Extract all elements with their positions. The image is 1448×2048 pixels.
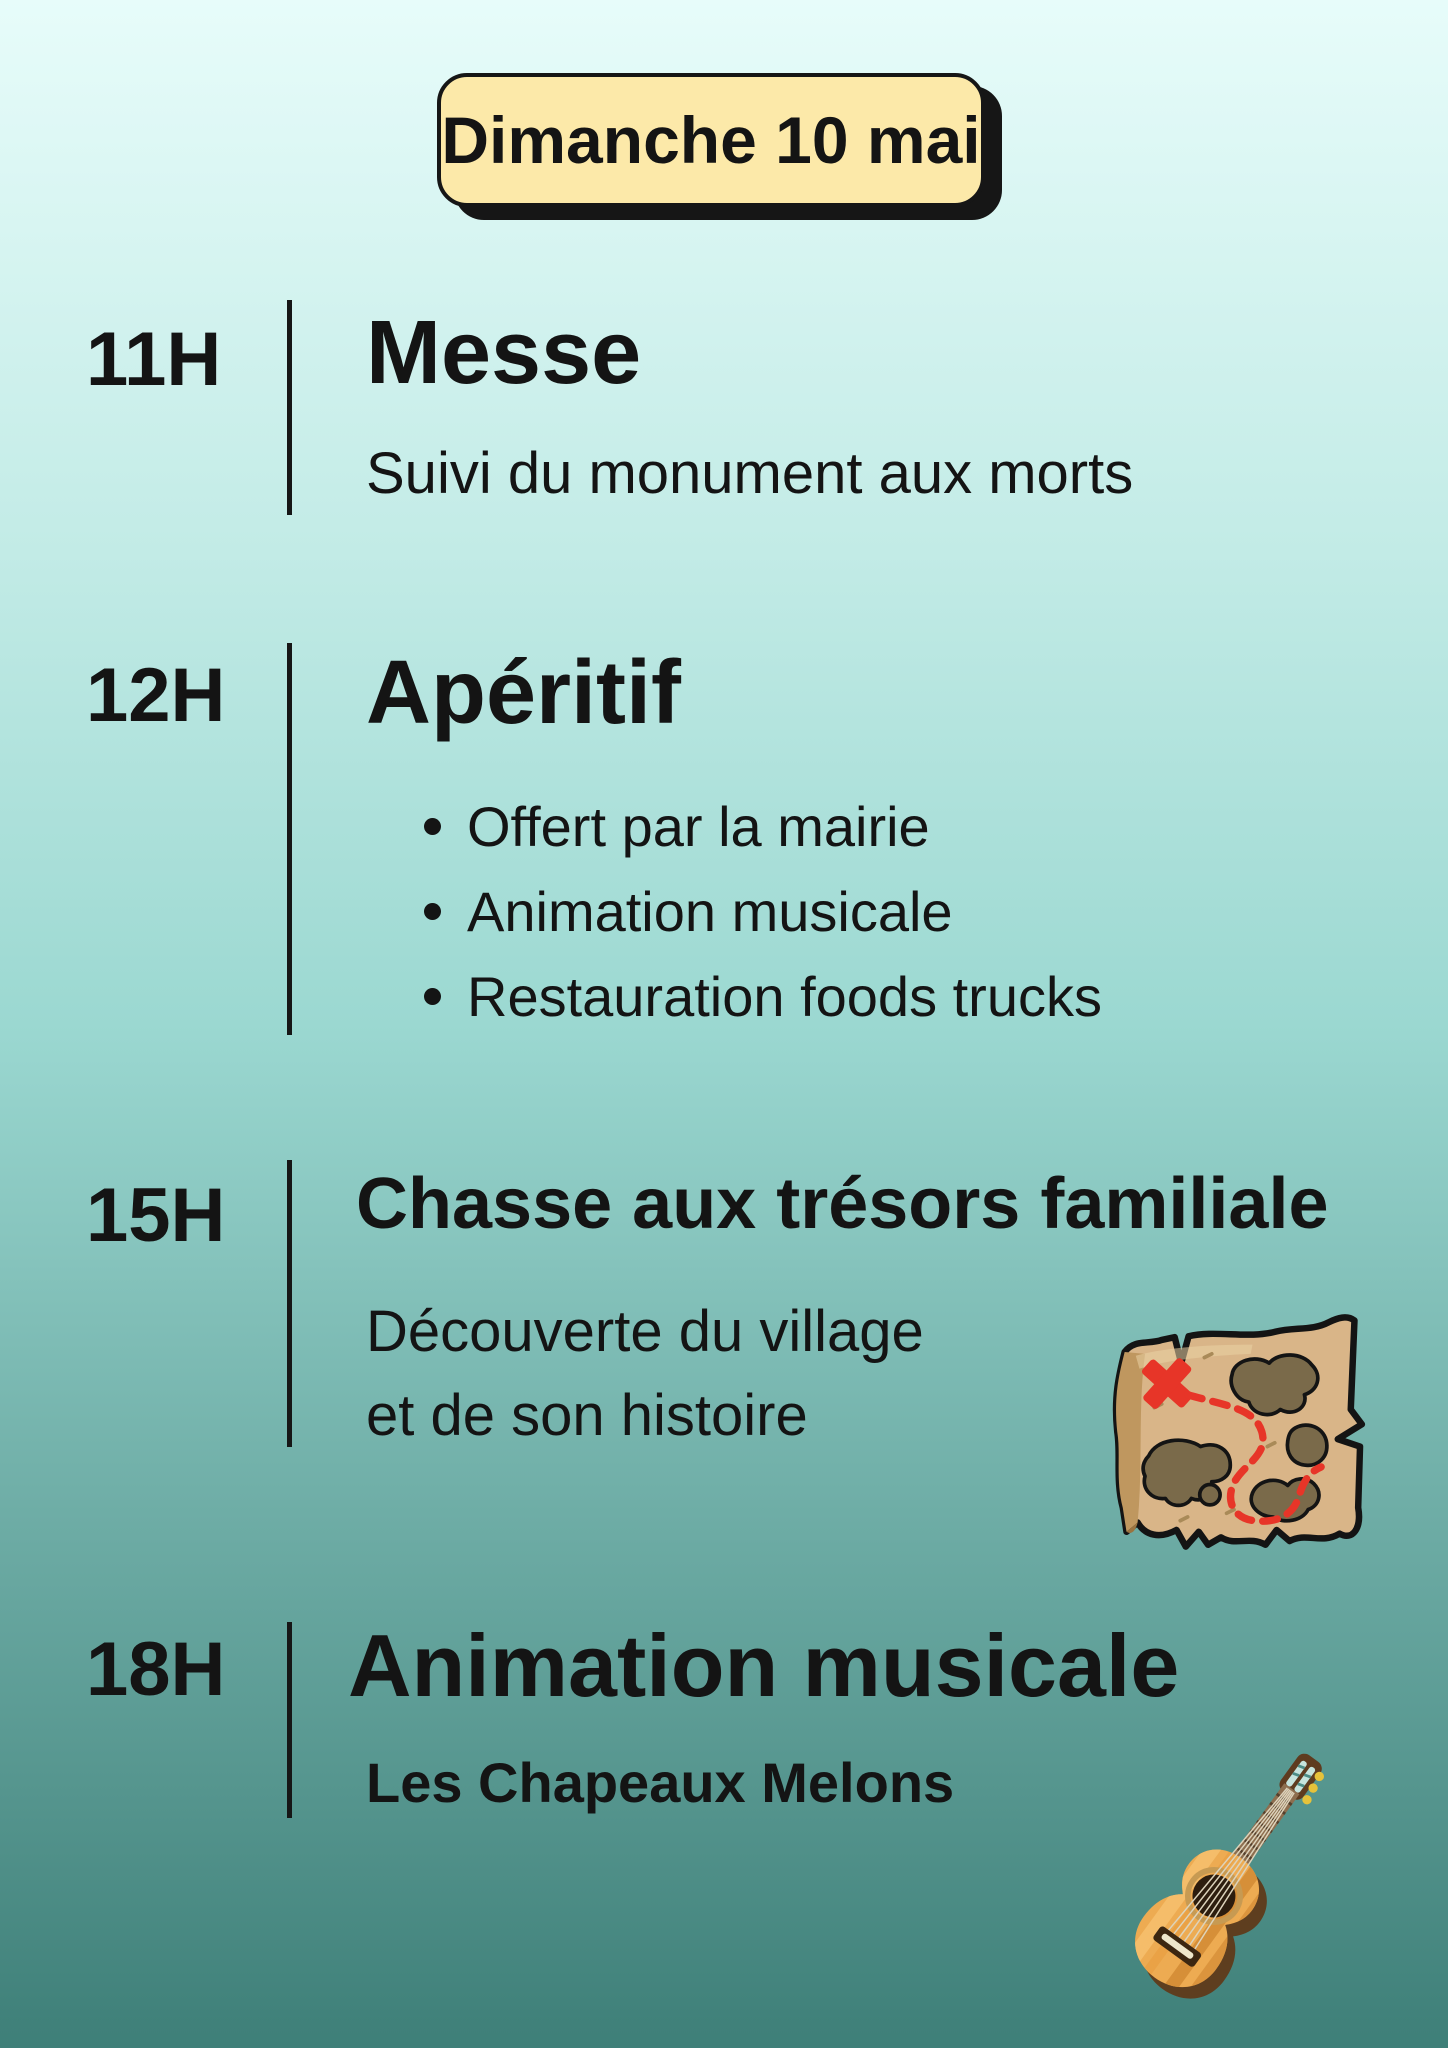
time-label: 15H	[86, 1173, 226, 1258]
date-badge	[437, 73, 985, 207]
divider-line	[287, 1622, 292, 1818]
event-title: Chasse aux trésors familiale	[356, 1164, 1329, 1244]
bullet-dot	[424, 988, 441, 1005]
event-subtitle: Les Chapeaux Melons	[366, 1751, 955, 1814]
bullet-text: Offert par la mairie	[467, 795, 930, 858]
date-badge-label: Dimanche 10 mai	[441, 103, 981, 177]
event-title: Messe	[366, 303, 642, 403]
description-line: et de son histoire	[366, 1383, 808, 1448]
list-item	[424, 784, 1102, 869]
list-item	[424, 869, 1102, 954]
guitar-icon	[1118, 1732, 1333, 2012]
event-title: Animation musicale	[348, 1616, 1180, 1715]
event-title: Apéritif	[366, 643, 681, 743]
bullet-text: Animation musicale	[467, 880, 953, 943]
time-label: 18H	[86, 1627, 226, 1712]
divider-line	[287, 1160, 292, 1447]
description-line: Découverte du village	[366, 1299, 924, 1364]
bullet-list	[424, 784, 1102, 1039]
event-subtitle: Suivi du monument aux morts	[366, 441, 1134, 506]
bullet-dot	[424, 903, 441, 920]
treasure-map-icon	[1095, 1292, 1373, 1564]
time-label: 12H	[86, 653, 226, 738]
list-item	[424, 954, 1102, 1039]
time-label: 11H	[86, 317, 222, 402]
bullet-dot	[424, 818, 441, 835]
divider-line	[287, 300, 292, 515]
bullet-text: Restauration foods trucks	[467, 965, 1102, 1028]
event-description	[366, 1290, 924, 1458]
divider-line	[287, 643, 292, 1035]
